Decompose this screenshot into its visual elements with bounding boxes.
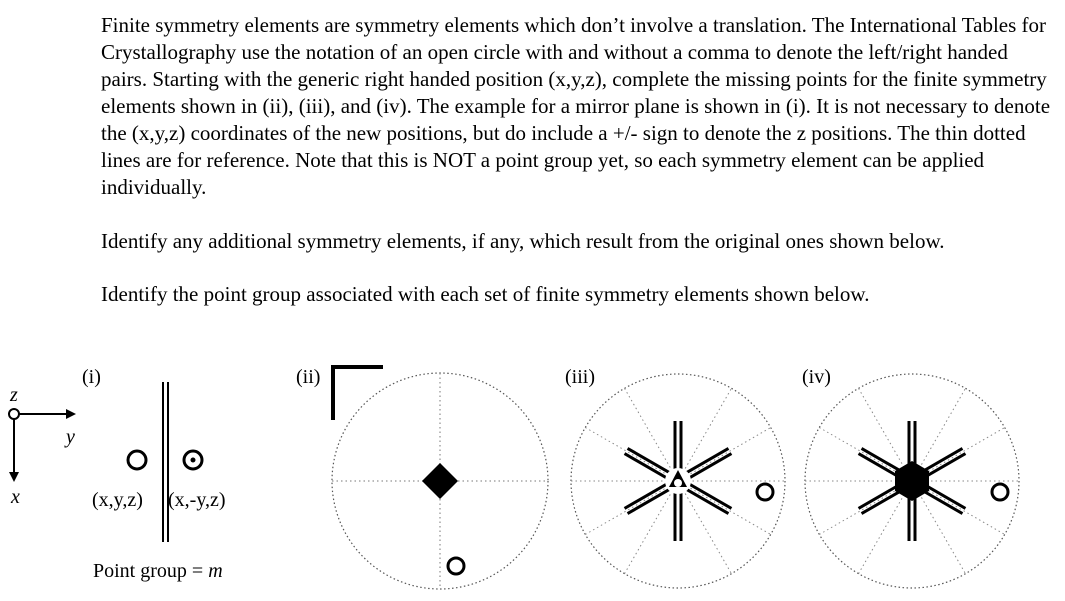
x-arrow-icon bbox=[9, 472, 19, 482]
figure-iii-label: (iii) bbox=[565, 366, 595, 388]
coordinate-axes bbox=[9, 409, 76, 482]
additional-elements-question: Identify any additional symmetry elements, if any, which result from the original ones shown below. bbox=[101, 229, 945, 253]
position-circle-icon bbox=[448, 558, 464, 574]
figure-iv-label: (iv) bbox=[802, 366, 831, 388]
figure-i-label: (i) bbox=[82, 366, 101, 388]
point-group-symbol: m bbox=[208, 560, 223, 582]
figure-i-diagram bbox=[128, 382, 202, 542]
coordinate-right-label: (x,-y,z) bbox=[168, 489, 226, 511]
position-circle-icon bbox=[992, 484, 1008, 500]
figure-ii-label: (ii) bbox=[296, 366, 321, 388]
axis-y-label: y bbox=[66, 426, 75, 448]
corner-bracket-icon bbox=[333, 367, 383, 420]
four-fold-rotoinversion-icon bbox=[422, 463, 458, 499]
figure-ii-diagram bbox=[332, 367, 548, 589]
figure-iii-diagram bbox=[571, 374, 785, 588]
z-axis-origin-icon bbox=[9, 409, 19, 419]
point-group-answer: Point group = m bbox=[93, 560, 223, 582]
y-arrow-icon bbox=[66, 409, 76, 419]
position-circle-icon bbox=[757, 484, 773, 500]
figure-iv-diagram bbox=[805, 374, 1019, 588]
instructions-paragraph: Finite symmetry elements are symmetry elements which don’t involve a translation. The International Tables for Crystallography use the notation of an open circle with and without a comma to denote the left/right handed pairs. Starting with the generic right handed position (x,y,z), complete the missing points for the finite symmetry elements shown in (ii), (iii), and (iv). The example for a mirror plane is shown in (i). It is not necessary to denote the (x,y,z) coordinates of the new positions, but do include a +/- sign to denote the z positions. The thin dotted lines are for reference. Note that this is NOT a point group yet, so each symmetry element can be applied individually. bbox=[101, 13, 1051, 199]
axis-x-label: x bbox=[11, 486, 20, 508]
coordinate-left-label: (x,y,z) bbox=[92, 489, 143, 511]
position-circle-icon bbox=[128, 451, 146, 469]
point-group-question: Identify the point group associated with each set of finite symmetry elements shown below. bbox=[101, 282, 870, 306]
symmetry-diagrams bbox=[0, 355, 1065, 601]
axis-z-label: z bbox=[10, 384, 18, 406]
six-fold-axis-icon bbox=[895, 461, 929, 501]
